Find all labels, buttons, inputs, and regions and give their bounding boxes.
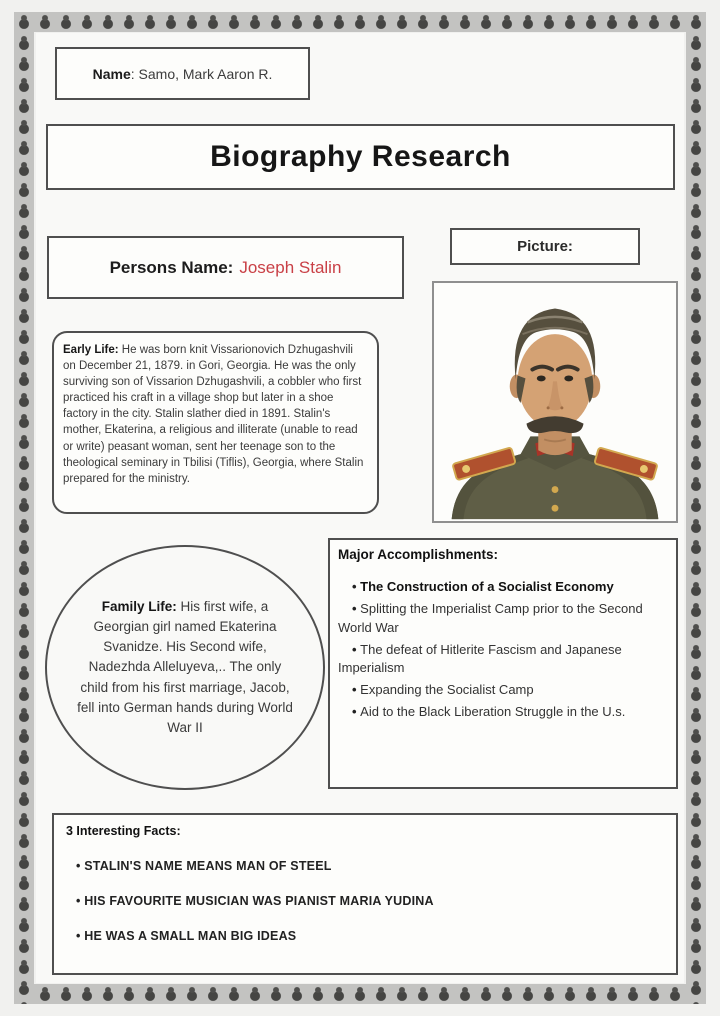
early-life-label: Early Life: [63,344,119,356]
accomplishment-item: • Splitting the Imperialist Camp prior to the Second World War [338,600,668,638]
interesting-facts-title: 3 Interesting Facts: [66,824,181,838]
decorative-border-bottom [14,984,706,1004]
fact-item: • HE WAS A SMALL MAN BIG IDEAS [76,929,664,943]
early-life-text: He was born knit Vissarionovich Dzhugashvili on December 21, 1879. in Gori, Georgia. He was the only surviving son of Vissarion Dzhugashvili, a cobbler who first practiced his craft in a village shop but later in a shoe factory in the city. Stalin slather died in 1891. Stalin's mother, Ekaterina, a religious and illiterate (unable to read or write) peasant woman, sent her teenage son to the theological seminary in Tbilisi (Tiflis), Georgia, where Stalin prepared for the ministry. [63,344,364,485]
family-life-label: Family Life: [101,598,177,614]
title-box [46,124,675,190]
early-life-section [52,331,379,514]
persons-name-label: Persons Name: [109,257,234,277]
major-accomplishments-section [328,538,678,789]
interesting-facts-section [52,813,678,975]
major-accomplishments-list [338,578,668,722]
accomplishment-item: • Aid to the Black Liberation Struggle in the U.s. [338,703,668,722]
name-label: Name: Samo, Mark Aaron R. [92,65,273,82]
picture-label-box [450,228,640,265]
fact-item: • HIS FAVOURITE MUSICIAN WAS PIANIST MARIA YUDINA [76,894,664,908]
student-name-field [55,47,310,100]
major-accomplishments-title: Major Accomplishments: [338,547,499,562]
accomplishment-item: • The Construction of a Socialist Economy [338,578,668,597]
accomplishment-item: • Expanding the Socialist Camp [338,681,668,700]
decorative-border-top [14,12,706,32]
family-life-content [75,597,295,739]
name-value: : Samo, Mark Aaron R. [130,65,273,82]
page-title: Biography Research [210,140,511,173]
persons-name-value: Joseph Stalin [239,257,342,277]
decorative-border-left [14,12,34,1004]
accomplishment-item: • The defeat of Hitlerite Fascism and Japanese Imperialism [338,641,668,679]
picture-label: Picture: [517,238,573,255]
decorative-border-right [686,12,706,1004]
family-life-section [45,545,325,790]
fact-item: • STALIN'S NAME MEANS MAN OF STEEL [76,859,664,873]
persons-name-field [47,236,404,299]
portrait-frame [432,281,678,523]
stalin-portrait-image [434,283,676,521]
family-life-text: His first wife, a Georgian girl named Ekaterina Svanidze. His Second wife, Nadezhda Alleluyeva,.. The only child from his first marriage, Jacob, fell into German hands during World War II [77,598,293,736]
